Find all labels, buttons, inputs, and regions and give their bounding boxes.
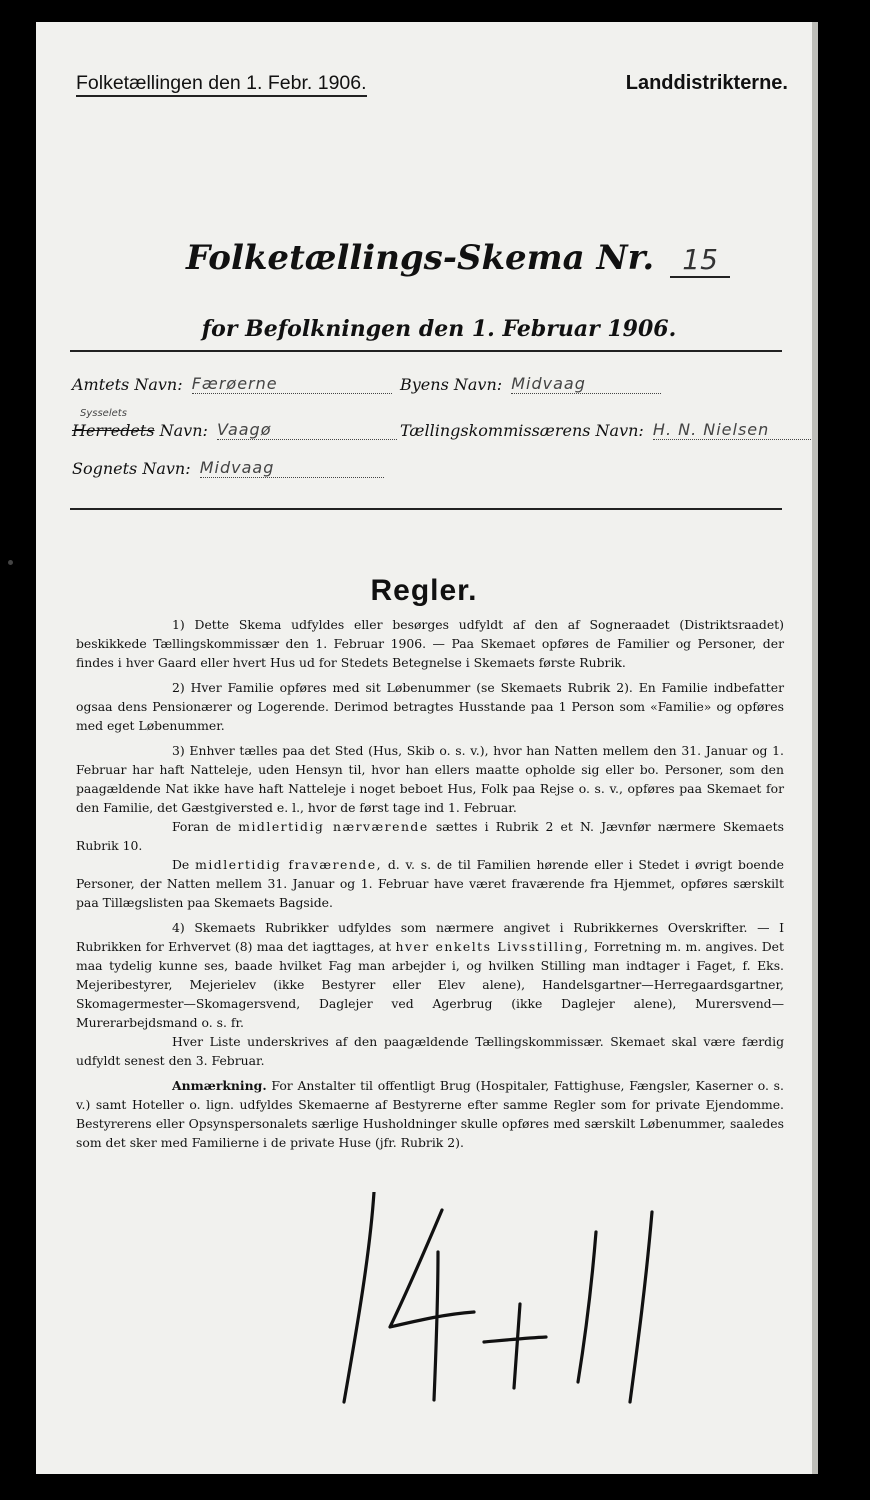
header-census-date: Folketællingen den 1. Febr. 1906. bbox=[76, 72, 367, 95]
rule-3b: Foran de midlertidig nærværende sættes i Rubrik 2 et N. Jævnfør nærmere Skemaets Rubrik 10. bbox=[76, 819, 784, 853]
herred-value: Vaagø bbox=[217, 420, 397, 440]
form-title: Folketællings-Skema Nr. 15 bbox=[186, 238, 730, 278]
kommissaer-value: H. N. Nielsen bbox=[653, 420, 818, 440]
divider-top bbox=[70, 350, 782, 352]
form-subtitle: for Befolkningen den 1. Februar 1906. bbox=[201, 316, 677, 342]
rules-heading: Regler. bbox=[370, 574, 478, 607]
header-district-type: Landdistrikterne. bbox=[625, 72, 788, 94]
margin-mark bbox=[8, 560, 13, 565]
herred-label-struck: Herredets bbox=[72, 421, 155, 440]
rule-3c: De midlertidig fraværende, d. v. s. de til Familien hørende eller i Stedet i øvrigt boende Personer, der Natten mellem 31. Januar og 1. Februar have været fraværende fra Hjemmet, opføres særskilt paa Tillægslisten paa Skemaets Bagside. bbox=[76, 857, 784, 910]
rules-note: Anmærkning. For Anstalter til offentligt Brug (Hospitaler, Fattighuse, Fængsler, Kaserner o. s. v.) samt Hoteller o. lign. udfyldes Skemaerne af Bestyrerne efter samme Regler som for private Ejendomme. Bestyrerens eller Opsynspersonalets særlige Husholdninger skulle opføres med særskilt Løbenummer, saaledes som det sker med Familierne i de private Huse (jfr. Rubrik 2). bbox=[76, 1078, 784, 1150]
by-field: Byens Navn: Midvaag bbox=[400, 374, 661, 394]
amt-field: Amtets Navn: Færøerne bbox=[72, 374, 392, 394]
sogn-field: Sognets Navn: Midvaag bbox=[72, 458, 384, 478]
kommissaer-field: Tællingskommissærens Navn: H. N. Nielsen bbox=[400, 420, 818, 440]
form-number-handwritten: 15 bbox=[670, 243, 730, 278]
handwritten-total bbox=[334, 1192, 684, 1422]
herred-correction: Sysselets bbox=[80, 408, 127, 419]
rule-4: 4) Skemaets Rubrikker udfyldes som nærmere angivet i Rubrikkernes Overskrifter. — I Rubrikken for Erhvervet (8) maa det iagttages, at hver enkelts Livsstilling, Forretning m. m. angives. Det maa tydelig kunne ses, baade hvilket Fag man arbejder i, og hvilken Stilling man indtager i Faget, f. Eks. Mejeribestyrer, Mejerielev (ikke Bestyrer eller Elev alene), Handelsgartner—Herregaardsgartner, Skomagermester—Skomagersvend, Daglejer ved Agerbrug (ikke Daglejer alene), Murersvend—Murerarbejdsmand o. s. fr. bbox=[76, 920, 784, 1030]
divider-bottom bbox=[70, 508, 782, 510]
rule-1: 1) Dette Skema udfyldes eller besørges udfyldt af den af Sogneraadet (Distriktsraadet) beskikkede Tællingskommissær den 1. Februar 1906. — Paa Skemaet opføres de Familier og Personer, der findes i hver Gaard eller hvert Hus ud for Stedets Betegnelse i Skemaets første Rubrik. bbox=[76, 617, 784, 670]
rules-text bbox=[76, 615, 784, 1158]
rule-2: 2) Hver Familie opføres med sit Løbenummer (se Skemaets Rubrik 2). En Familie indbefatter ogsaa dens Pensionærer og Logerende. Derimod betragtes Husstande paa 1 Person som «Familie» og opføres med eget Løbenummer. bbox=[76, 680, 784, 733]
amt-value: Færøerne bbox=[192, 374, 392, 394]
rule-3: 3) Enhver tælles paa det Sted (Hus, Skib o. s. v.), hvor han Natten mellem den 31. Januar og 1. Februar har haft Natteleje, uden Hensyn til, hvor han ellers maatte opholde sig eller bo. Personer, som den paagældende Nat ikke have haft Natteleje i noget beboet Hus, Folk paa Rejse o. s. v., opføres paa Skemaet for den Familie, det Gæstgiversted e. l., hvor de først tage ind 1. Februar. bbox=[76, 743, 784, 815]
rule-5: Hver Liste underskrives af den paagældende Tællingskommissær. Skemaet skal være færdig udfyldt senest den 3. Februar. bbox=[76, 1034, 784, 1068]
census-form-page bbox=[36, 22, 818, 1474]
by-value: Midvaag bbox=[511, 374, 661, 394]
sogn-value: Midvaag bbox=[200, 458, 384, 478]
herred-field: Sysselets Herredets Navn: Vaagø bbox=[72, 420, 397, 440]
